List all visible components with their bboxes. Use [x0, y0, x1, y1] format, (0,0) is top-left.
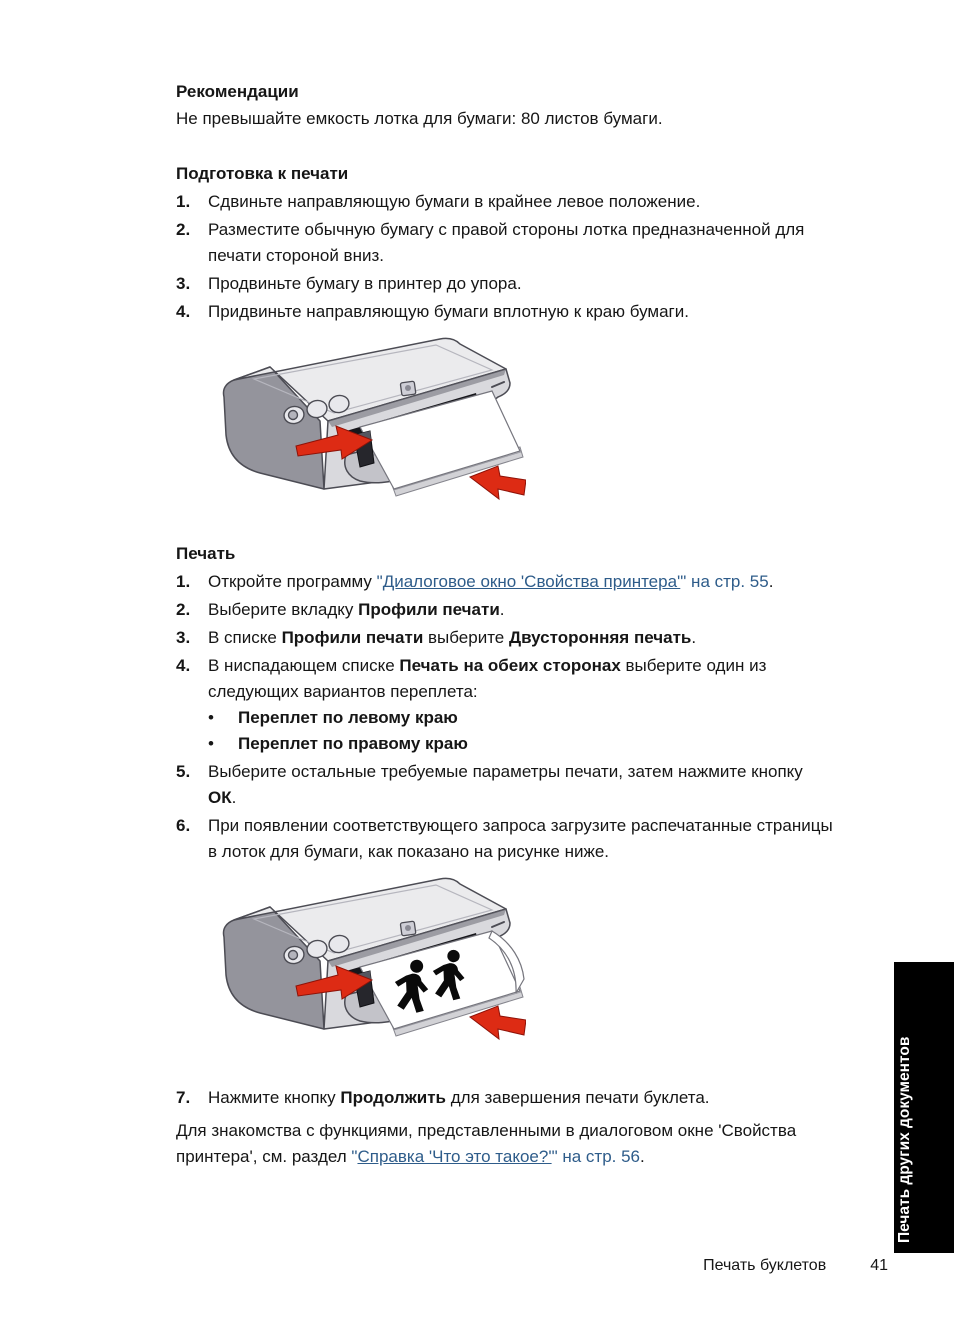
quote-mark: " [351, 1147, 358, 1166]
footer-page-number: 41 [870, 1257, 888, 1274]
bullet-icon: • [208, 708, 214, 727]
step-number: 1. [176, 192, 191, 211]
step-segment: выберите один из [620, 656, 767, 675]
print-step-1 [176, 569, 888, 595]
step-segment: Нажмите кнопку [208, 1088, 341, 1107]
step-segment: . [768, 572, 774, 591]
chapter-tab [894, 962, 954, 1253]
step-text: Сдвиньте направляющую бумаги в крайнее левое положение. [208, 192, 701, 211]
closing-end: . [640, 1147, 645, 1166]
prepare-step-1 [176, 189, 888, 215]
step-segment: для завершения печати буклета. [446, 1088, 710, 1107]
print-steps-list [176, 569, 888, 865]
ui-label-print-profiles-tab: Профили печати [358, 600, 500, 619]
heading-print: Печать [176, 544, 236, 563]
printer-illustration [208, 865, 526, 1041]
step-number: 5. [176, 762, 191, 781]
bullet-text: Переплет по левому краю [238, 708, 458, 727]
step-line: печати стороной вниз. [208, 246, 384, 265]
step-text [208, 217, 888, 269]
prepare-step-4 [176, 299, 888, 325]
closing-line-pre: принтера', см. раздел [176, 1147, 352, 1166]
step-line: в лоток для бумаги, как показано на рисунке ниже. [208, 842, 610, 861]
step-number: 6. [176, 816, 191, 835]
step-segment: В списке [208, 628, 282, 647]
step-number: 3. [176, 628, 191, 647]
step-segment: . [499, 600, 505, 619]
print-step-5 [176, 759, 888, 811]
step-segment: Откройте программу [208, 572, 377, 591]
step-text [208, 653, 888, 705]
chapter-tab-label: Печать других документов [896, 1036, 913, 1243]
print-step-6 [176, 813, 888, 865]
step-text [208, 759, 888, 811]
link-page-reference: " на стр. 55 [680, 572, 769, 591]
printer-illustration [208, 325, 526, 501]
ui-label-continue-button: Продолжить [340, 1088, 447, 1107]
recommendations-text: Не превышайте емкость лотка для бумаги: 80 листов бумаги. [176, 109, 663, 128]
page-footer [176, 1256, 888, 1276]
brand-logo [400, 381, 416, 396]
link-whats-this-help[interactable]: Справка 'Что это такое?' [357, 1147, 552, 1166]
link-page-reference: " на стр. 56 [551, 1147, 641, 1166]
step-number: 4. [176, 656, 191, 675]
step-line: Выберите остальные требуемые параметры печати, затем нажмите кнопку [208, 762, 803, 781]
quote-mark: " [376, 572, 383, 591]
print-step-2 [176, 597, 888, 623]
step-number: 1. [176, 572, 191, 591]
step-text [208, 569, 888, 595]
step-text [208, 597, 888, 623]
step-text: Продвиньте бумагу в принтер до упора. [208, 274, 522, 293]
step-number: 2. [176, 600, 191, 619]
closing-line: Для знакомства с функциями, представленными в диалоговом окне 'Свойства [176, 1121, 797, 1140]
step-number: 3. [176, 274, 191, 293]
page-body [176, 79, 888, 1170]
step-text: Придвиньте направляющую бумаги вплотную к краю бумаги. [208, 302, 689, 321]
ui-label-print-on-both-sides: Печать на обеих сторонах [399, 656, 621, 675]
footer-section-title: Печать буклетов [703, 1257, 827, 1274]
printer-reload-printed-pages-illustration [208, 865, 888, 1041]
closing-paragraph [176, 1118, 888, 1170]
ui-label-print-profiles: Профили печати [281, 628, 424, 647]
print-step-3 [176, 625, 888, 651]
link-printer-properties-dialog[interactable]: Диалоговое окно 'Свойства принтера' [382, 572, 681, 591]
prepare-step-2 [176, 217, 888, 269]
heading-prepare: Подготовка к печати [176, 164, 349, 183]
step-line: Разместите обычную бумагу с правой стороны лотка предназначенной для [208, 220, 805, 239]
printer-load-plain-paper-illustration [208, 325, 888, 501]
step-segment: . [231, 788, 237, 807]
prepare-steps-list [176, 189, 888, 325]
bullet-text: Переплет по правому краю [238, 734, 468, 753]
step-number: 7. [176, 1088, 191, 1107]
step-number: 2. [176, 220, 191, 239]
step-number: 4. [176, 302, 191, 321]
step-text [208, 813, 888, 865]
print-steps-list-continued [176, 1085, 888, 1111]
ui-label-ok-button: ОК [208, 788, 232, 807]
step-segment: В ниспадающем списке [208, 656, 400, 675]
step-text [208, 1085, 888, 1111]
binding-option-left [208, 705, 888, 731]
step-segment: . [691, 628, 697, 647]
step-line: следующих вариантов переплета: [208, 682, 478, 701]
brand-logo [400, 921, 416, 936]
step-line: При появлении соответствующего запроса загрузите распечатанные страницы [208, 816, 833, 835]
binding-option-right [208, 731, 888, 757]
ui-label-two-sided-printing: Двусторонняя печать [508, 628, 692, 647]
print-step-7 [176, 1085, 888, 1111]
step-text [208, 625, 888, 651]
heading-recommendations: Рекомендации [176, 82, 299, 101]
step-segment: Выберите вкладку [208, 600, 359, 619]
bullet-icon: • [208, 734, 214, 753]
print-step-4 [176, 653, 888, 705]
prepare-step-3 [176, 271, 888, 297]
step-segment: выберите [423, 628, 509, 647]
